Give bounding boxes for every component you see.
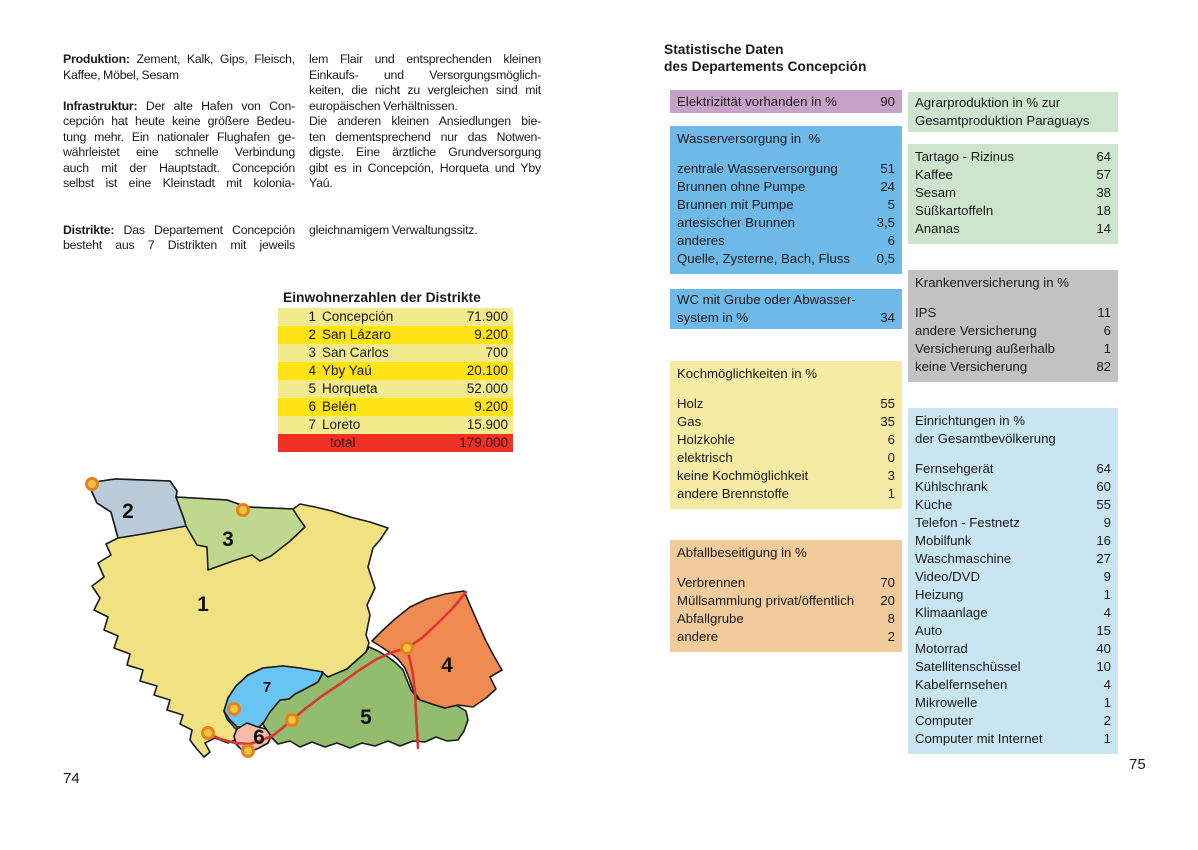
town-marker — [243, 746, 254, 757]
row-label: Satellitenschüssel — [915, 659, 1021, 674]
line-text: tung mehr. Ein nationaler Flughafen ge- — [63, 129, 295, 144]
table-row — [908, 658, 1118, 676]
row-value: 5 — [887, 197, 895, 212]
row-label: andere — [677, 629, 719, 644]
district-population: 15.900 — [466, 417, 508, 432]
row-label: Mikrowelle — [915, 695, 978, 710]
row-label: Klimaanlage — [915, 605, 988, 620]
district-population: 71.900 — [466, 309, 508, 324]
table-row — [908, 478, 1118, 496]
header-label: Abfallbeseitigung in % — [677, 545, 807, 560]
row-label: elektrisch — [677, 450, 733, 465]
text-line — [63, 223, 295, 239]
row-value: 70 — [880, 575, 895, 590]
row-value: 1 — [887, 486, 895, 501]
table-rows — [908, 304, 1118, 376]
table-row — [670, 309, 902, 327]
line-text: europäischen Verhältnissen. — [309, 98, 458, 113]
row-value: 4 — [1103, 605, 1111, 620]
text-line — [63, 68, 295, 84]
row-value: 14 — [1096, 221, 1111, 236]
table-krankenversicherung — [908, 270, 1118, 382]
row-label: Computer — [915, 713, 973, 728]
table-row — [908, 340, 1118, 358]
table-row — [670, 449, 902, 467]
text-line — [63, 130, 295, 146]
row-label: Versicherung außerhalb — [915, 341, 1056, 356]
town-marker — [203, 728, 214, 739]
town-marker — [87, 479, 98, 490]
table-rows — [670, 395, 902, 503]
row-value: 35 — [880, 414, 895, 429]
table-rows — [670, 160, 902, 268]
page-number-left: 74 — [63, 770, 80, 787]
row-value: 82 — [1096, 359, 1111, 374]
text-line — [309, 83, 541, 99]
row-label: Kabelfernsehen — [915, 677, 1008, 692]
district-label: 5 — [360, 706, 372, 729]
text-line — [63, 52, 295, 68]
row-value: 60 — [1096, 479, 1111, 494]
row-value: 4 — [1103, 677, 1111, 692]
table-row — [670, 395, 902, 413]
row-label: Computer mit Internet — [915, 731, 1043, 746]
district-number: 7 — [308, 417, 316, 432]
table-wasserversorgung — [670, 126, 902, 274]
text-line — [309, 99, 541, 115]
table-row — [670, 250, 902, 268]
row-value: 2 — [887, 629, 895, 644]
row-value: 3,5 — [876, 215, 895, 230]
table-wc — [670, 289, 902, 329]
table-row — [908, 550, 1118, 568]
row-label: Abfallgrube — [677, 611, 744, 626]
table-row — [670, 610, 902, 628]
row-label: system in % — [677, 310, 749, 325]
line-text: Die anderen kleinen Ansiedlungen bie- — [309, 114, 541, 128]
table-agrarproduktion — [908, 144, 1118, 244]
table-row — [908, 676, 1118, 694]
row-label: Kaffee — [915, 167, 953, 182]
table-rows — [670, 574, 902, 646]
table-row — [670, 592, 902, 610]
row-label: Elektrizittät vorhanden in % — [677, 94, 837, 109]
town-marker — [238, 505, 249, 516]
row-label: Küche — [915, 497, 953, 512]
table-row — [908, 358, 1118, 376]
district-label: 2 — [122, 500, 134, 523]
line-text: selbst ist eine Kleinstadt mit kolonia- — [63, 176, 295, 190]
row-value: 18 — [1096, 203, 1111, 218]
text-line — [309, 192, 541, 208]
row-label: Brunnen mit Pumpe — [677, 197, 794, 212]
district-region-2 — [88, 479, 186, 538]
line-text: Der alte Hafen von Con- — [137, 98, 295, 113]
table-header — [908, 412, 1118, 430]
row-value: 55 — [1096, 497, 1111, 512]
row-label: anderes — [677, 233, 725, 248]
district-label: 4 — [441, 654, 453, 677]
table-header — [670, 365, 902, 383]
text-line — [309, 176, 541, 192]
header-label: Kochmöglichkeiten in % — [677, 366, 818, 381]
spacer — [908, 448, 1118, 460]
lead-in-bold: Produktion: — [63, 52, 130, 66]
table-row — [908, 604, 1118, 622]
total-value: 179.000 — [459, 435, 508, 450]
table-row — [278, 362, 513, 380]
table-kochmoeglichkeiten — [670, 361, 902, 509]
table-row — [670, 431, 902, 449]
row-value: 0,5 — [876, 251, 895, 266]
row-label: Ananas — [915, 221, 960, 236]
line-text: ten dementsprechend nur das Notwen- — [309, 129, 541, 144]
line-text: auch mit der Hauptstadt. Concepción — [63, 160, 295, 175]
population-table-title: Einwohnerzahlen der Distrikte — [283, 290, 481, 305]
row-label: Video/DVD — [915, 569, 980, 584]
line-text: Zement, Kalk, Gips, Fleisch, — [129, 52, 295, 66]
text-line — [309, 130, 541, 146]
header-label: Gesamtproduktion Paraguays — [915, 113, 1090, 128]
row-value: 6 — [1103, 323, 1111, 338]
row-value: 1 — [1103, 731, 1111, 746]
table-row — [670, 92, 902, 111]
text-line — [63, 83, 295, 99]
text-line — [63, 192, 295, 208]
header-label: Einrichtungen in % — [915, 413, 1025, 428]
row-label: Holzkohle — [677, 432, 735, 447]
row-label: Kühlschrank — [915, 479, 988, 494]
row-label: andere Versicherung — [915, 323, 1037, 338]
table-row — [908, 586, 1118, 604]
row-value: 15 — [1096, 623, 1111, 638]
row-value: 38 — [1096, 185, 1111, 200]
text-line — [309, 145, 541, 161]
stats-title-line1: Statistische Daten — [664, 42, 784, 57]
spacer — [908, 292, 1118, 304]
row-value: 64 — [1096, 461, 1111, 476]
row-label: Auto — [915, 623, 943, 638]
district-number: 4 — [308, 363, 316, 378]
district-population: 700 — [485, 345, 508, 360]
table-abfallbeseitigung — [670, 540, 902, 652]
table-header — [908, 274, 1118, 292]
total-label: total — [330, 435, 356, 450]
table-row — [908, 202, 1118, 220]
table-row — [908, 568, 1118, 586]
row-label: Gas — [677, 414, 702, 429]
table-row — [670, 178, 902, 196]
table-row — [278, 380, 513, 398]
text-line — [63, 99, 295, 115]
district-name: Concepción — [322, 309, 394, 324]
district-label: 3 — [222, 528, 234, 551]
header-label: der Gesamtbevölkerung — [915, 431, 1056, 446]
row-value: 10 — [1096, 659, 1111, 674]
header-label: WC mit Grube oder Abwasser- — [677, 292, 856, 307]
table-row — [670, 232, 902, 250]
table-row — [908, 166, 1118, 184]
district-name: Belén — [322, 399, 357, 414]
row-label: Mobilfunk — [915, 533, 972, 548]
row-value: 6 — [887, 233, 895, 248]
row-value: 9 — [1103, 569, 1111, 584]
district-label: 7 — [262, 679, 272, 696]
body-text — [63, 52, 541, 254]
district-population: 52.000 — [466, 381, 508, 396]
district-number: 3 — [308, 345, 316, 360]
row-label: Süßkartoffeln — [915, 203, 994, 218]
text-column-right — [309, 52, 541, 254]
row-label: Fernsehgerät — [915, 461, 994, 476]
spacer — [670, 383, 902, 395]
town-marker — [287, 715, 298, 726]
district-number: 1 — [308, 309, 316, 324]
line-text: cepción hat heute keine größere Bedeu- — [63, 114, 295, 128]
table-row — [670, 196, 902, 214]
row-label: Verbrennen — [677, 575, 746, 590]
table-row — [908, 640, 1118, 658]
row-label: IPS — [915, 305, 937, 320]
row-value: 8 — [887, 611, 895, 626]
row-value: 55 — [880, 396, 895, 411]
table-row — [278, 326, 513, 344]
town-marker — [229, 704, 240, 715]
row-value: 64 — [1096, 149, 1111, 164]
row-value: 90 — [880, 94, 895, 109]
row-value: 2 — [1103, 713, 1111, 728]
row-value: 27 — [1096, 551, 1111, 566]
table-header — [908, 94, 1118, 112]
lead-in-bold: Distrikte: — [63, 222, 115, 237]
district-label: 6 — [253, 726, 265, 749]
line-text: währleistet eine schnelle Verbindung — [63, 145, 295, 159]
row-value: 24 — [880, 179, 895, 194]
district-label: 1 — [197, 593, 209, 616]
table-row — [670, 214, 902, 232]
table-row — [278, 344, 513, 362]
district-number: 2 — [308, 327, 316, 342]
row-value: 34 — [880, 310, 895, 325]
row-label: Müllsammlung privat/öffentlich — [677, 593, 855, 608]
table-agrarproduktion-header — [908, 92, 1118, 132]
header-label: Wasserversorgung in % — [677, 131, 821, 146]
table-row — [670, 628, 902, 646]
district-number: 5 — [308, 381, 316, 396]
line-text: Yaú. — [309, 176, 333, 190]
table-rows — [908, 460, 1118, 748]
text-line — [309, 114, 541, 130]
row-value: 11 — [1097, 305, 1111, 320]
table-row — [908, 694, 1118, 712]
table-row — [908, 304, 1118, 322]
district-name: San Carlos — [322, 345, 389, 360]
text-line — [309, 68, 541, 84]
district-population: 9.200 — [474, 327, 508, 342]
row-label: Quelle, Zysterne, Bach, Fluss — [677, 251, 850, 266]
table-header — [670, 130, 902, 148]
table-row — [908, 514, 1118, 532]
header-label: Agrarproduktion in % zur — [915, 95, 1061, 110]
line-text: keiten, die nicht zu vergleichen sind mit — [309, 83, 541, 97]
text-column-left — [63, 52, 295, 254]
table-row — [670, 574, 902, 592]
table-row — [908, 148, 1118, 166]
text-line — [309, 207, 541, 223]
line-text: gleichnamigem Verwaltungssitz. — [309, 222, 478, 237]
row-value: 0 — [887, 450, 895, 465]
row-label: andere Brennstoffe — [677, 486, 789, 501]
district-name: Yby Yaú — [322, 363, 372, 378]
stats-title — [664, 41, 866, 75]
row-value: 9 — [1103, 515, 1111, 530]
spacer — [670, 562, 902, 574]
population-table — [278, 308, 513, 452]
district-number: 6 — [308, 399, 316, 414]
line-text: digste. Eine ärztliche Grundversorgung — [309, 145, 541, 159]
line-text: besteht aus 7 Distrikten mit jeweils — [63, 238, 295, 252]
page-number-right: 75 — [1129, 756, 1146, 773]
text-line — [63, 114, 295, 130]
row-value: 40 — [1096, 641, 1111, 656]
table-row — [908, 712, 1118, 730]
row-label: Telefon - Festnetz — [915, 515, 1020, 530]
table-row — [908, 496, 1118, 514]
table-row — [670, 467, 902, 485]
district-population: 9.200 — [474, 399, 508, 414]
table-row — [278, 398, 513, 416]
table-row — [670, 413, 902, 431]
table-row — [278, 308, 513, 326]
table-header — [908, 112, 1118, 130]
line-text: Das Departement Concepción — [114, 222, 295, 237]
row-label: Holz — [677, 396, 704, 411]
row-value: 1 — [1103, 587, 1111, 602]
table-row — [670, 160, 902, 178]
district-population: 20.100 — [466, 363, 508, 378]
table-row — [908, 730, 1118, 748]
population-table-rows — [278, 308, 513, 434]
row-label: Heizung — [915, 587, 964, 602]
text-line — [63, 161, 295, 177]
header-label: Krankenversicherung in % — [915, 275, 1069, 290]
row-label: Sesam — [915, 185, 957, 200]
table-header — [670, 291, 902, 309]
table-header — [670, 544, 902, 562]
line-text: lem Flair und entsprechenden kleinen — [309, 52, 541, 66]
row-value: 1 — [1103, 695, 1111, 710]
district-name: San Lázaro — [322, 327, 392, 342]
district-name: Horqueta — [322, 381, 378, 396]
row-value: 16 — [1096, 533, 1111, 548]
table-row — [908, 322, 1118, 340]
row-value: 6 — [887, 432, 895, 447]
row-value: 51 — [880, 161, 895, 176]
row-value: 20 — [880, 593, 895, 608]
row-value: 3 — [887, 468, 895, 483]
row-label: Tartago - Rizinus — [915, 149, 1014, 164]
table-row — [278, 416, 513, 434]
table-row — [670, 485, 902, 503]
row-label: zentrale Wasserversorgung — [677, 161, 838, 176]
text-line — [63, 207, 295, 223]
district-name: Loreto — [322, 417, 361, 432]
table-row — [908, 460, 1118, 478]
row-label: keine Versicherung — [915, 359, 1028, 374]
spacer — [670, 148, 902, 160]
line-text: gibt es in Concepción, Horqueta und Yby — [309, 160, 541, 175]
stats-title-line2: des Departements Concepción — [664, 59, 867, 74]
table-einrichtungen — [908, 408, 1118, 754]
text-line — [309, 161, 541, 177]
text-line — [309, 223, 541, 239]
town-marker — [402, 643, 413, 654]
row-value: 1 — [1103, 341, 1111, 356]
table-elektrizitaet — [670, 90, 902, 113]
text-line — [63, 145, 295, 161]
table-rows — [908, 148, 1118, 238]
row-label: keine Kochmöglichkeit — [677, 468, 809, 483]
row-label: Waschmaschine — [915, 551, 1012, 566]
lead-in-bold: Infrastruktur: — [63, 98, 138, 113]
table-row — [908, 532, 1118, 550]
row-label: Brunnen ohne Pumpe — [677, 179, 806, 194]
table-header — [908, 430, 1118, 448]
text-line — [309, 52, 541, 68]
text-line — [63, 238, 295, 254]
row-label: Motorrad — [915, 641, 968, 656]
text-line — [63, 176, 295, 192]
table-row — [908, 220, 1118, 238]
district-map — [55, 450, 515, 775]
row-label: artesischer Brunnen — [677, 215, 796, 230]
line-text: Kaffee, Möbel, Sesam — [63, 67, 179, 82]
table-row — [908, 622, 1118, 640]
table-row — [908, 184, 1118, 202]
row-value: 57 — [1096, 167, 1111, 182]
line-text: Einkaufs- und Versorgungsmöglich- — [309, 67, 541, 82]
